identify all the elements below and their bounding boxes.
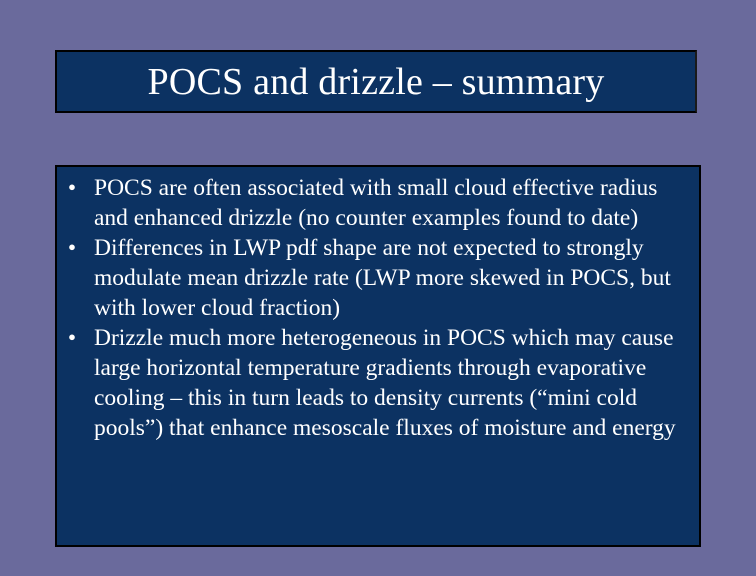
bullet-text: Drizzle much more heterogeneous in POCS which may cause large horizontal temperature gradients through evaporative cooling – this in turn leads to density currents (“mini cold pools”) that enhance mesoscale fluxes of moisture and energy: [94, 325, 676, 441]
content-box: [55, 165, 701, 547]
bullet-text: POCS are often associated with small cloud effective radius and enhanced drizzle (no counter examples found to date): [94, 175, 658, 231]
bullet-marker: •: [67, 325, 77, 351]
bullet-marker: •: [67, 175, 77, 201]
title-box: [55, 50, 697, 113]
bullet-item: [57, 173, 689, 233]
bullet-marker: •: [67, 235, 77, 261]
bullet-item: [57, 233, 689, 323]
slide-title: POCS and drizzle – summary: [147, 60, 605, 103]
bullet-text: Differences in LWP pdf shape are not expected to strongly modulate mean drizzle rate (LWP more skewed in POCS, but with lower cloud fraction): [94, 235, 671, 321]
bullet-item: [57, 323, 689, 443]
bullet-list: [57, 173, 689, 443]
